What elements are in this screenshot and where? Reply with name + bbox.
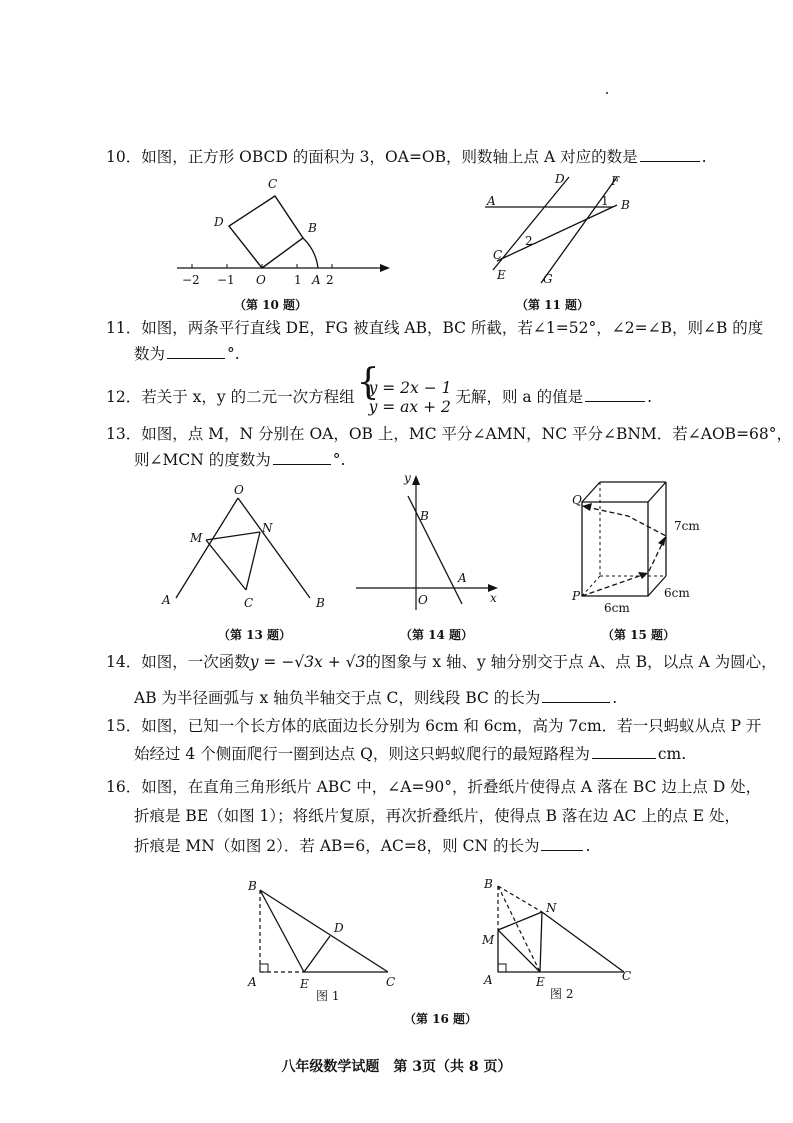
- q16-post: .: [585, 837, 591, 855]
- question-13-line2: [134, 450, 345, 470]
- label-N: N: [546, 901, 557, 915]
- label-C: C: [386, 975, 396, 989]
- q12-end: .: [647, 388, 653, 406]
- label-E: E: [536, 975, 545, 989]
- angle-1: 1: [601, 194, 609, 208]
- segment-NC: [246, 532, 260, 590]
- label-N: N: [262, 521, 273, 535]
- tick-1: 1: [294, 273, 302, 287]
- line-FG: [541, 177, 617, 283]
- question-16-line1: 16．如图，在直角三角形纸片 ABC 中，∠A=90°，折叠纸片使得点 A 落在 BC 边上点 D 处，: [106, 778, 762, 796]
- question-14-line1: [106, 652, 777, 672]
- q14-pre: 14．如图，一次函数: [106, 653, 250, 671]
- number-line-arrow: [380, 264, 390, 272]
- question-16-line2: 折痕是 BE（如图 1）；将纸片复原，再次折叠纸片，使得点 B 落在边 AC 上的点 E 处，: [134, 807, 740, 825]
- question-12: [106, 376, 652, 418]
- q12-pre: 12．若关于 x，y 的二元一次方程组: [106, 388, 355, 406]
- square-OBCD: [229, 196, 303, 268]
- label-P: P: [572, 589, 581, 603]
- label-O: O: [256, 273, 266, 287]
- label-M: M: [482, 933, 495, 947]
- q14-formula: y = −√3x + √3: [249, 653, 366, 671]
- label-A: A: [458, 571, 467, 585]
- front-face: [582, 502, 648, 596]
- ray-OA: [176, 498, 238, 598]
- line-BC: [497, 205, 617, 261]
- segment-NE: [540, 912, 542, 972]
- crease-BE: [260, 890, 304, 972]
- label-B: B: [484, 877, 493, 891]
- label-G: G: [543, 272, 553, 286]
- label-D: D: [214, 215, 224, 229]
- label-C: C: [493, 248, 503, 262]
- segment-ME: [498, 930, 540, 972]
- label-width: 6cm: [604, 601, 630, 615]
- caption-14: （第 14 题）: [400, 628, 474, 642]
- label-B: B: [420, 509, 429, 523]
- label-A: A: [248, 975, 257, 989]
- caption-16: （第 16 题）: [404, 1012, 478, 1026]
- figure-16-1: [242, 878, 412, 1003]
- q15-pre: 始经过 4 个侧面爬行一圈到达点 Q，则这只蚂蚁爬行的最短路程为: [134, 745, 590, 763]
- label-F: F: [611, 174, 620, 188]
- label-B: B: [621, 198, 630, 212]
- caption-11: （第 11 题）: [516, 298, 590, 312]
- question-15-line1: 15．如图，已知一个长方体的底面边长分别为 6cm 和 6cm，高为 7cm．若一只蚂蚁从点 P 开: [106, 717, 762, 735]
- right-angle-mark: [498, 964, 506, 972]
- equation-2: y = ax + 2: [368, 398, 451, 416]
- q13-pre: 则∠MCN 的度数为: [134, 451, 271, 469]
- q12-post: 无解，则 a 的值是: [455, 388, 584, 406]
- label-C: C: [268, 177, 278, 191]
- segment-MC: [206, 540, 246, 590]
- tick-2: 2: [326, 273, 334, 287]
- equation-1: y = 2x − 1: [368, 379, 452, 397]
- hypotenuse-BC: [260, 890, 388, 972]
- q10-text: 10．如图，正方形 OBCD 的面积为 3，OA=OB，则数轴上点 A 对应的数是: [106, 148, 638, 166]
- q11-blank: [167, 344, 225, 359]
- question-10: [106, 147, 707, 167]
- label-B: B: [308, 221, 317, 235]
- label-y: y: [404, 471, 411, 485]
- label-O: O: [418, 593, 428, 607]
- q10-blank: [640, 147, 700, 162]
- q13-blank: [273, 450, 331, 465]
- label-B: B: [248, 879, 257, 893]
- label-A: A: [484, 973, 493, 987]
- question-15-line2: [134, 744, 686, 764]
- q15-post: cm.: [657, 745, 687, 763]
- y-axis-arrow: [412, 475, 420, 485]
- label-O: O: [234, 483, 244, 497]
- label-x: x: [490, 591, 497, 605]
- label-Q: Q: [572, 493, 582, 507]
- q15-blank: [592, 744, 656, 759]
- question-11-line1: 11．如图，两条平行直线 DE，FG 被直线 AB，BC 所截，若∠1=52°，∠2=∠B，则∠B 的度: [106, 319, 764, 337]
- label-D: D: [555, 172, 565, 186]
- angle-2: 2: [525, 234, 533, 248]
- label-B: B: [316, 596, 325, 610]
- question-13-line1: 13．如图，点 M，N 分别在 OA，OB 上，MC 平分∠AMN，NC 平分∠BNM．若∠AOB=68°，: [106, 425, 793, 443]
- label-depth: 6cm: [664, 586, 690, 600]
- q14-line2-post: .: [612, 689, 618, 707]
- q10-end: .: [701, 148, 707, 166]
- q14-post: 的图象与 x 轴、y 轴分别交于点 A、点 B，以点 A 为圆心，: [365, 653, 777, 671]
- label-A: A: [162, 593, 171, 607]
- caption-fig2: 图 2: [550, 987, 574, 1001]
- label-M: M: [190, 531, 203, 545]
- q14-blank: [542, 688, 610, 703]
- figure-16-2: [480, 872, 640, 1001]
- segment-NC: [542, 912, 624, 972]
- label-C: C: [244, 596, 254, 610]
- tick-neg2: −2: [182, 273, 200, 287]
- caption-13: （第 13 题）: [218, 628, 292, 642]
- caption-fig1: 图 1: [316, 989, 340, 1003]
- crease-MN: [498, 912, 542, 930]
- label-C: C: [622, 969, 632, 983]
- question-14-line2: [134, 688, 617, 708]
- scan-speck: [606, 92, 608, 94]
- figure-13: [158, 480, 338, 610]
- caption-10: （第 10 题）: [234, 298, 308, 312]
- q12-blank: [585, 387, 645, 402]
- q11-pre: 数为: [134, 345, 166, 363]
- q13-post: °.: [332, 451, 346, 469]
- label-A: A: [487, 194, 496, 208]
- ray-OB: [238, 498, 310, 598]
- caption-15: （第 15 题）: [602, 628, 676, 642]
- equation-system: [359, 379, 452, 417]
- question-16-line3: [134, 836, 590, 856]
- figure-14: [352, 470, 512, 610]
- question-11-line2: [134, 344, 240, 364]
- right-angle-mark: [260, 964, 268, 972]
- q16-blank: [541, 836, 583, 851]
- label-E: E: [497, 268, 506, 282]
- figure-11: [485, 173, 655, 288]
- arc-BA: [303, 238, 318, 268]
- label-D: D: [334, 921, 344, 935]
- label-A: A: [312, 273, 321, 287]
- q14-line2-pre: AB 为半径画弧与 x 轴负半轴交于点 C，则线段 BC 的长为: [134, 689, 541, 707]
- q11-post: °.: [227, 345, 240, 363]
- figure-15: [568, 476, 708, 616]
- q16-pre: 折痕是 MN（如图 2）．若 AB=6，AC=8，则 CN 的长为: [134, 837, 540, 855]
- label-E: E: [300, 977, 309, 991]
- tick-neg1: −1: [217, 273, 235, 287]
- label-height: 7cm: [674, 519, 700, 533]
- segment-ED: [304, 936, 330, 972]
- figure-10: [172, 178, 402, 288]
- page-footer: 八年级数学试题 第 3页（共 8 页）: [281, 1059, 512, 1075]
- line-DE: [493, 177, 569, 270]
